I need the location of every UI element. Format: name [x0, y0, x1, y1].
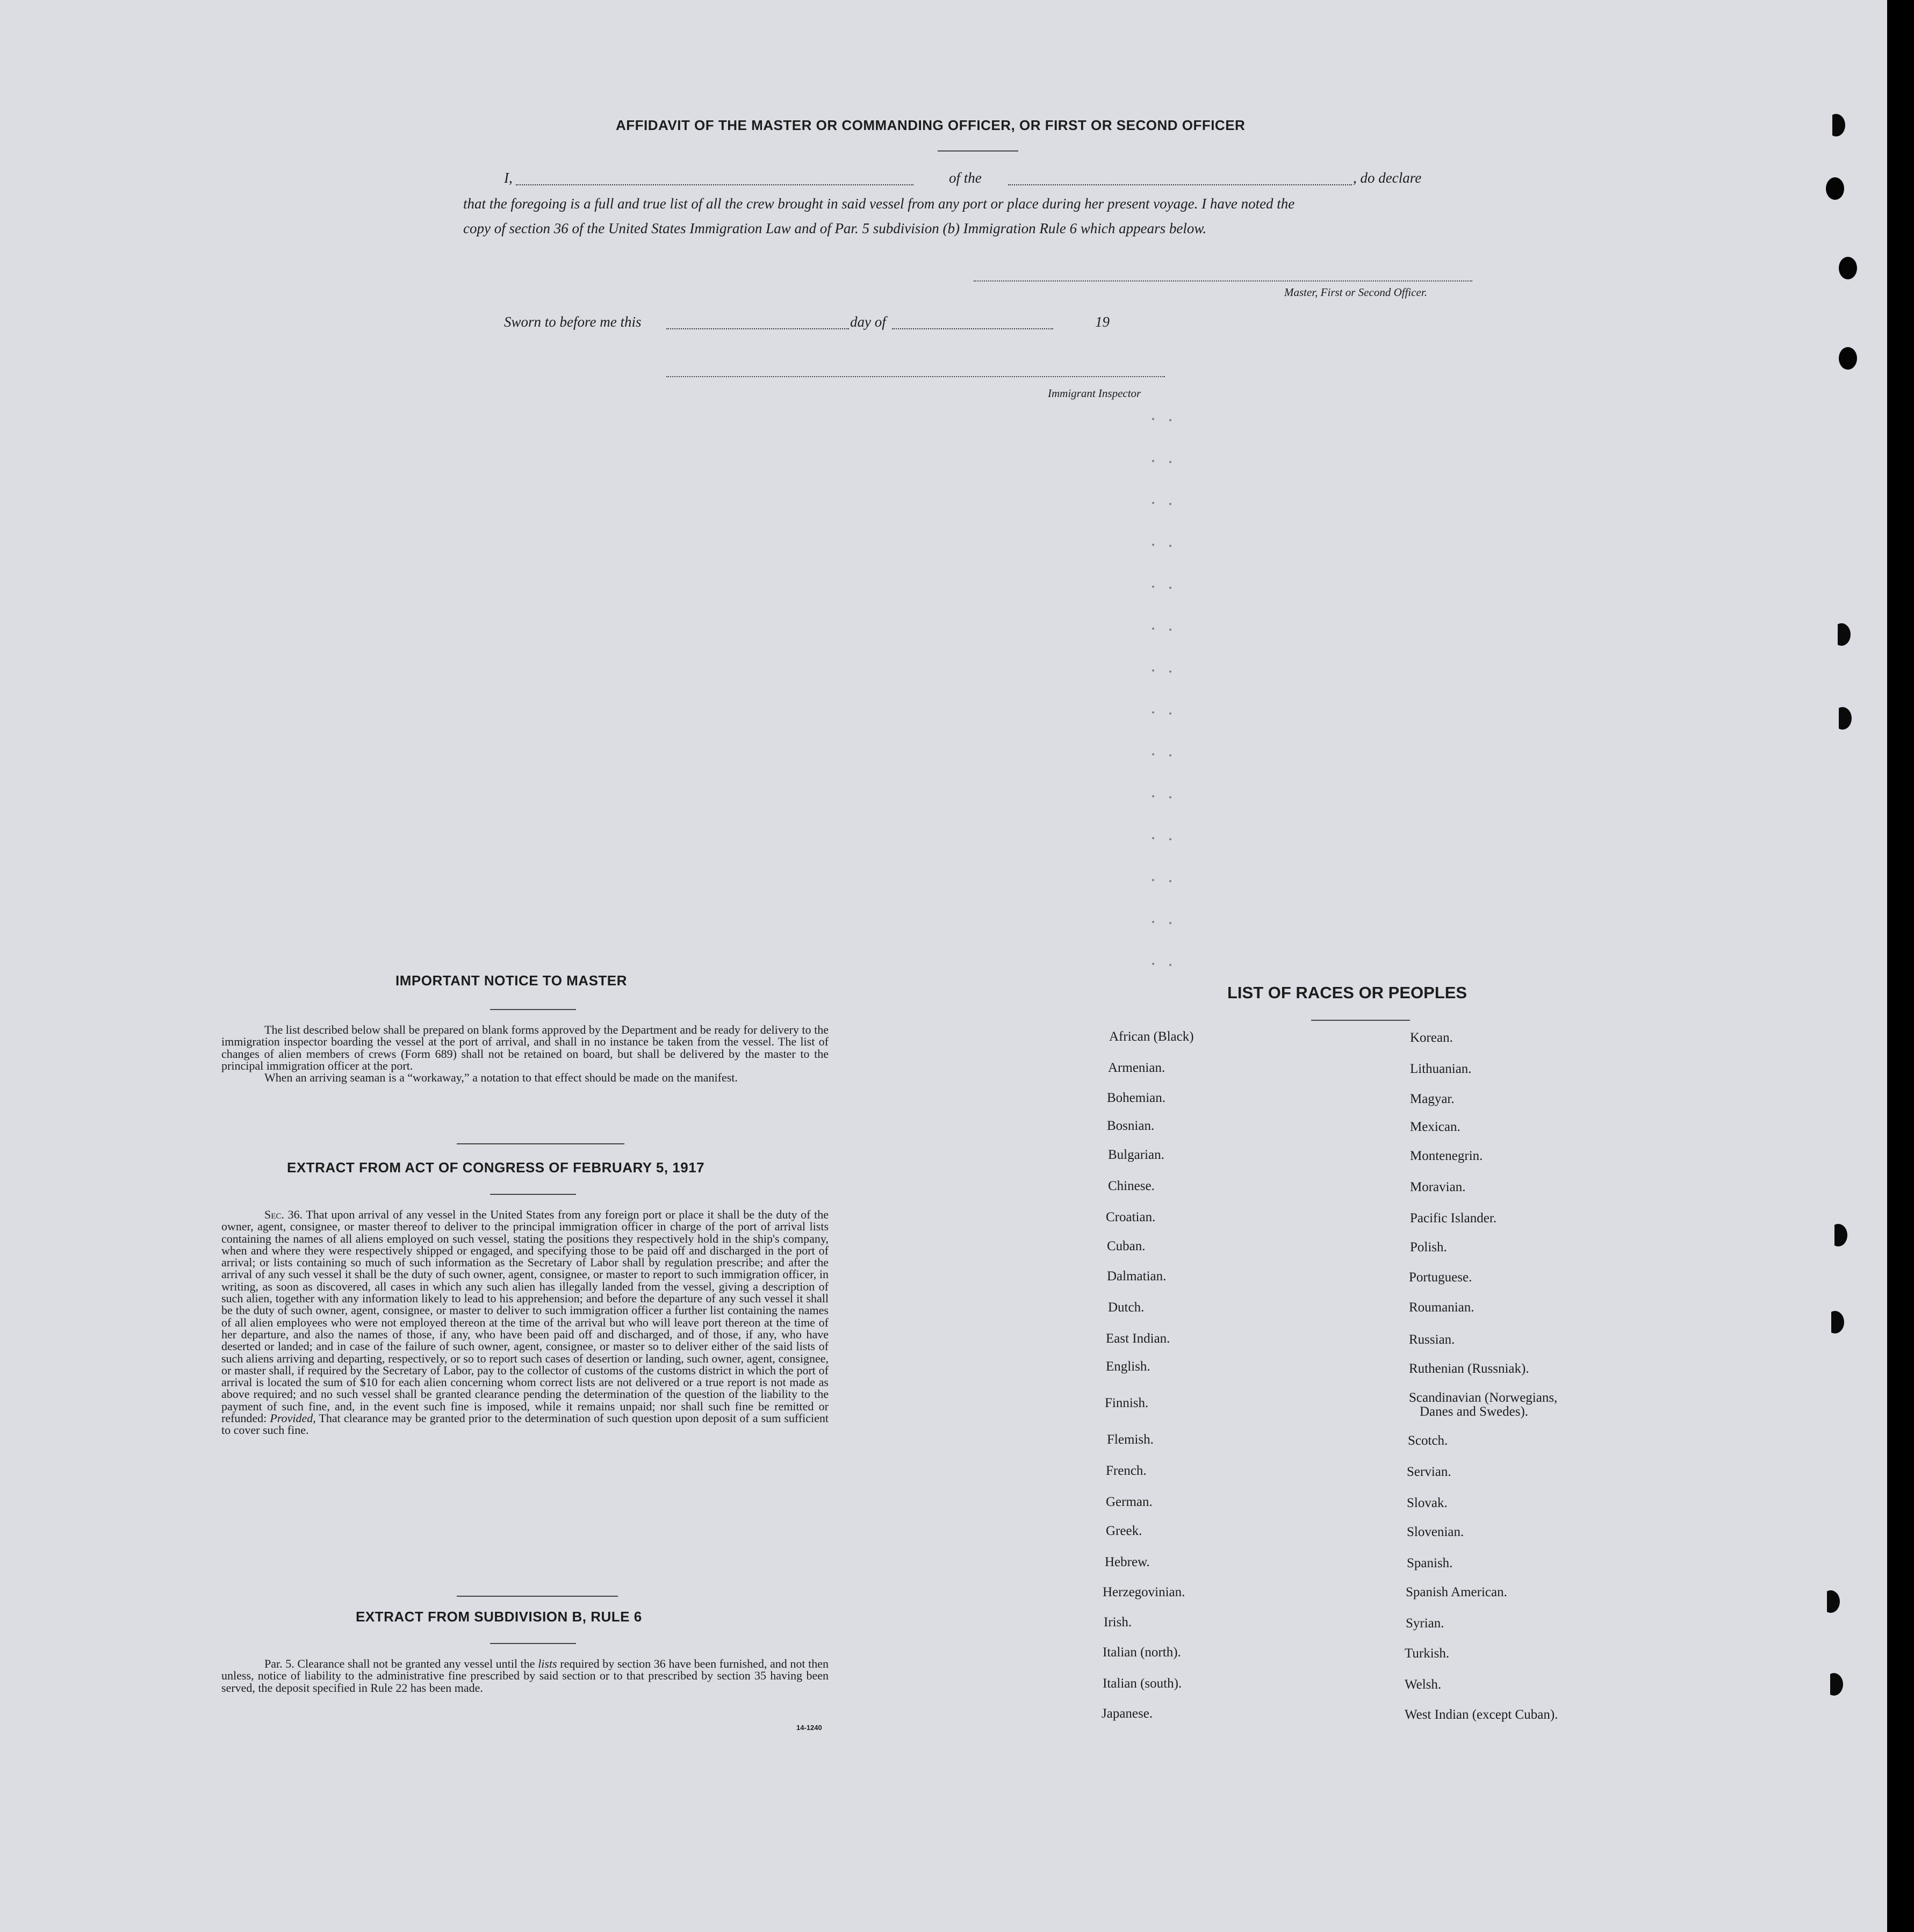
race-right-2: Magyar.: [1410, 1092, 1455, 1106]
affidavit-line-1: [504, 165, 1474, 190]
scan-speck: [1169, 587, 1171, 589]
sworn-day-blank: [666, 328, 849, 329]
race-left-2: Bohemian.: [1107, 1091, 1166, 1105]
race-right-7: Polish.: [1410, 1240, 1447, 1255]
scan-speck: [1169, 629, 1171, 631]
race-left-5: Chinese.: [1108, 1179, 1155, 1193]
race-right-4: Montenegrin.: [1410, 1149, 1483, 1163]
master-signature-caption: Master, First or Second Officer.: [1284, 286, 1427, 299]
race-right-22: Welsh.: [1405, 1677, 1442, 1692]
affidavit-declare: , do declare: [1353, 170, 1422, 186]
race-right-12: Scandinavian (Norwegians,: [1409, 1390, 1558, 1405]
act-extract-title-rule: [490, 1194, 576, 1195]
race-right-16: Slovak.: [1407, 1496, 1448, 1510]
race-right-13: Danes and Swedes).: [1420, 1404, 1529, 1419]
scan-speck: [1152, 879, 1154, 881]
section-label: Sec. 36.: [264, 1208, 303, 1221]
affidavit-title: AFFIDAVIT OF THE MASTER OR COMMANDING OFFICER, OR FIRST OR SECOND OFFICER: [616, 117, 1246, 133]
scan-speck: [1152, 418, 1154, 420]
notice-paragraph-1: The list described below shall be prepared on blank forms approved by the Department and be ready for delivery to the immigration inspector boarding the vessel at the port of arrival, and shall in no instance be taken from the vessel. The list of changes of alien members of crews (Form 689) shall not be retained on board, but shall be delivered by the master to the principal immigration officer at the port.: [221, 1023, 829, 1072]
race-left-0: African (Black): [1109, 1029, 1194, 1044]
sworn-day-of: day of: [850, 314, 886, 330]
binder-hole: [1832, 623, 1851, 646]
scan-speck: [1169, 503, 1171, 505]
race-right-15: Servian.: [1407, 1465, 1451, 1479]
race-left-17: Hebrew.: [1105, 1555, 1150, 1569]
race-left-9: Dutch.: [1108, 1300, 1145, 1315]
binder-hole: [1839, 347, 1857, 370]
race-left-1: Armenian.: [1108, 1061, 1165, 1075]
binder-hole: [1822, 1590, 1840, 1613]
sworn-line: [504, 309, 1149, 334]
rule-extract-title-rule: [490, 1643, 576, 1644]
provided-label: Provided,: [270, 1411, 316, 1425]
scan-speck: [1152, 963, 1154, 965]
binder-hole: [1827, 114, 1845, 136]
name-blank: [516, 184, 913, 185]
notice-title: IMPORTANT NOTICE TO MASTER: [395, 972, 627, 989]
affidavit-i-prefix: I,: [504, 170, 513, 186]
notice-paragraph-2: When an arriving seaman is a “workaway,” a notation to that effect should be made on the manifest.: [264, 1071, 738, 1085]
race-right-0: Korean.: [1410, 1030, 1453, 1045]
scan-speck: [1169, 712, 1171, 715]
race-left-7: Cuban.: [1107, 1239, 1146, 1253]
affidavit-line-2: that the foregoing is a full and true list of all the crew brought in said vessel from any port or place during her present voyage. I have noted the: [463, 196, 1295, 212]
race-right-19: Spanish American.: [1406, 1585, 1507, 1599]
race-left-3: Bosnian.: [1107, 1119, 1155, 1133]
race-right-20: Syrian.: [1406, 1616, 1444, 1631]
race-left-21: Italian (south).: [1103, 1676, 1182, 1691]
race-left-14: French.: [1106, 1464, 1147, 1478]
binder-hole: [1826, 1311, 1844, 1333]
scan-speck: [1169, 419, 1171, 421]
rule-text-end: required by section 36 have been furnished, and not then unless, notice of liability to the administrative fine prescribed by said section or to that prescribed by section 35 having been served, the deposit specified in Rule 22 has been made.: [221, 1657, 829, 1695]
binder-hole: [1826, 177, 1844, 200]
act-extract-title: EXTRACT FROM ACT OF CONGRESS OF FEBRUARY 5, 1917: [287, 1159, 705, 1176]
rule-text-start: Par. 5. Clearance shall not be granted any vessel until the: [264, 1657, 535, 1670]
sworn-prefix: Sworn to before me this: [504, 314, 642, 330]
scan-speck: [1152, 711, 1154, 713]
race-right-6: Pacific Islander.: [1410, 1211, 1497, 1225]
notice-title-rule: [490, 1009, 576, 1010]
scan-speck: [1169, 671, 1171, 673]
vessel-blank: [1008, 184, 1352, 185]
binder-hole: [1833, 707, 1852, 730]
race-left-10: East Indian.: [1106, 1331, 1170, 1346]
scan-speck: [1152, 544, 1154, 546]
binder-hole: [1829, 1224, 1847, 1246]
master-signature-line: [974, 280, 1472, 282]
scan-speck: [1152, 502, 1154, 504]
race-left-15: German.: [1106, 1495, 1153, 1509]
affidavit-title-rule: [938, 150, 1018, 152]
binder-hole: [1825, 1673, 1843, 1696]
race-right-18: Spanish.: [1407, 1556, 1453, 1570]
race-right-1: Lithuanian.: [1410, 1062, 1472, 1076]
race-left-18: Herzegovinian.: [1103, 1585, 1185, 1599]
sworn-month-blank: [892, 328, 1053, 329]
race-right-9: Roumanian.: [1409, 1300, 1474, 1315]
inspector-caption: Immigrant Inspector: [1048, 387, 1141, 400]
races-title-rule: [1311, 1020, 1410, 1021]
act-separator: [457, 1596, 618, 1597]
scan-speck: [1152, 921, 1154, 923]
scan-speck: [1169, 838, 1171, 840]
scan-speck: [1169, 880, 1171, 882]
race-right-17: Slovenian.: [1407, 1525, 1464, 1539]
race-left-11: English.: [1106, 1359, 1150, 1374]
race-right-8: Portuguese.: [1409, 1270, 1472, 1285]
race-right-3: Mexican.: [1410, 1120, 1460, 1134]
binder-hole: [1839, 257, 1857, 279]
race-left-22: Japanese.: [1102, 1706, 1153, 1721]
race-left-12: Finnish.: [1105, 1396, 1149, 1410]
race-right-11: Ruthenian (Russniak).: [1409, 1361, 1529, 1376]
section-36-text-end: That clearance may be granted prior to the determination of such question upon deposit of a sum sufficient to cover such fine.: [221, 1411, 829, 1437]
scan-speck: [1152, 795, 1154, 797]
scan-speck: [1152, 586, 1154, 588]
scan-speck: [1152, 628, 1154, 630]
race-left-6: Croatian.: [1106, 1210, 1156, 1224]
races-title: LIST OF RACES OR PEOPLES: [1227, 983, 1467, 1002]
section-36-text: That upon arrival of any vessel in the United States from any foreign port or place it shall be the duty of the owner, agent, consignee, or master thereof to deliver to the principal immigration officer in charge of the port of arrival lists containing the names of all aliens employed on such vessel, stating the positions they respectively hold in the ship's company, when and where they were respectively shipped or engaged, and specifying those to be paid off and discharged in the port of arrival; or lists containing so much of such information as the Secretary of Labor shall by regulation prescribe; and after the arrival of any such vessel it shall be the duty of such owner, agent, consignee, or master to report to such immigration officer, in writing, as soon as discovered, all cases in which any such alien has illegally landed from the vessel, giving a description of such alien, together with any information likely to lead to his apprehension; and before the departure of any such vessel it shall be the duty of such owner, agent, consignee, or master to deliver to such immigration officer a further list containing the names of all alien employees who were not employed thereon at the time of the arrival but who will leave port thereon at the time of her departure, and also the names of those, if any, who have been paid off and discharged, and of those, if any, who have deserted or landed; and in case of the failure of such owner, agent, consignee, or master so to deliver either of the said lists of such aliens arriving and departing, respectively, or so to report such cases of desertion or landing, such owner, agent, consignee, or master shall, if required by the Secretary of Labor, pay to the collector of customs of the customs district in which the port of arrival is located the sum of $10 for each alien concerning whom correct lists are not delivered or a true report is not made as above required; and no such vessel shall be granted clearance pending the determination of the question of the liability to the payment of such fine, and, in the event such fine is imposed, while it remains unpaid; nor shall such fine be remitted or refunded:: [221, 1208, 829, 1425]
scan-speck: [1169, 796, 1171, 798]
race-left-20: Italian (north).: [1103, 1645, 1181, 1660]
race-left-16: Greek.: [1106, 1524, 1142, 1538]
sworn-year: 19: [1095, 314, 1110, 330]
scan-speck: [1169, 922, 1171, 924]
race-left-19: Irish.: [1104, 1615, 1132, 1630]
race-left-13: Flemish.: [1107, 1432, 1154, 1447]
race-right-14: Scotch.: [1408, 1433, 1448, 1448]
scan-speck: [1152, 753, 1154, 755]
form-number: 14-1240: [796, 1724, 822, 1732]
scan-speck: [1169, 754, 1171, 756]
rule-extract-body: [221, 1658, 829, 1694]
scan-speck: [1152, 837, 1154, 839]
scan-speck: [1152, 460, 1154, 462]
scan-speck: [1169, 545, 1171, 547]
race-left-4: Bulgarian.: [1108, 1148, 1164, 1162]
race-left-8: Dalmatian.: [1107, 1269, 1167, 1284]
notice-separator: [457, 1143, 624, 1144]
race-right-5: Moravian.: [1410, 1180, 1466, 1194]
affidavit-line-3: copy of section 36 of the United States Immigration Law and of Par. 5 subdivision (b) Immigration Rule 6 which appears below.: [463, 220, 1207, 236]
act-extract-body: [221, 1209, 829, 1437]
race-right-21: Turkish.: [1405, 1646, 1450, 1661]
rule-extract-title: EXTRACT FROM SUBDIVISION B, RULE 6: [356, 1609, 642, 1625]
affidavit-of-the: of the: [949, 170, 982, 186]
race-right-23: West Indian (except Cuban).: [1405, 1707, 1558, 1722]
lists-word: lists: [538, 1657, 557, 1670]
notice-body: [221, 1024, 829, 1084]
scan-speck: [1169, 964, 1171, 966]
scan-speck: [1152, 669, 1154, 672]
race-right-10: Russian.: [1409, 1332, 1455, 1347]
inspector-signature-line: [666, 376, 1165, 377]
scan-speck: [1169, 461, 1171, 463]
